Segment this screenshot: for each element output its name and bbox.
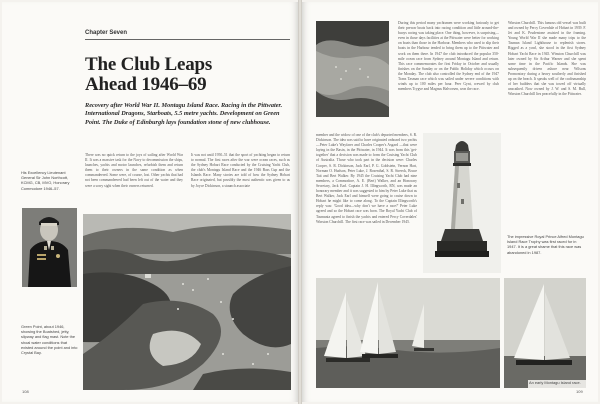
title-line-1: The Club Leaps (85, 54, 213, 75)
sailing-photo (316, 278, 500, 388)
chapter-label: Chapter Seven (85, 30, 128, 36)
aerial-harbour-view-icon (83, 214, 291, 390)
naval-officer-portrait-icon (22, 208, 77, 287)
trophy-caption: The impressive Royal Prince Alfred Montagu Island Race Trophy was first raced for in 1947. It is a great shame that this race was abandoned in 1987. (507, 234, 584, 255)
yacht-photo (504, 278, 586, 388)
body-column-1: There was no quick return to the joys of sailing after World War II. It was a massive task for the Navy to decommission the ships, launches, yachts and motor launches, refurbish them and return them to their owners in the same condition as when commandeered. Some were, of course, lost. Other yachts that had not been commandeered had been left out of the water and they were a sorry sight when their owners returned. (85, 153, 183, 188)
chapter-subtitle: Recovery after World War II. Montagu Island Race. Racing in the Pittwater. International Dragons, Starboats, 5.5 metre yachts. Development on Green Point. The Duke of Edinburgh lays foundation stone of new clubhouse. (85, 102, 283, 126)
harbour-photo (316, 21, 389, 117)
body-top-column: During this period many yachtsmen were working furiously to get their prewar boats back into racing condition and little around-the-buoys racing was taking place. One thing, however, is surprising—even in those days facilities at the Pittwater were better for working on boats than those in the Harbour. Members who used to slip their boats in the Harbour tended to bring them up to the Pittwater and work on them there. In 1947 the club introduced the popular 350-mile ocean race from Sydney around Montagu Island and return. This race commemorates the first Friday in October and usually finishes on the Sunday or on the Public Holiday which occurs on the Monday. The club also controlled the Sydney end of the 1947 Trans Tasman race which was sailed under severe conditions with winds up to 100 miles per hour. Peer Gynt, crewed by club members Trygve and Magnus Halvorsen, won the race. (398, 21, 499, 92)
body-column-2: It was not until 1950–51 that the sport of yachting began to return to normal. The first races after the war were ocean races, such as the Sydney Hobart Race conducted by the Cruising Yacht Club, the club's Montagu Island Race and the 1946 Bass Cup and the Islands Race. Many stories are told of how the Sydney Hobart Race originated, but possibly the most authentic was given to us by Joyce Dickinson, a staunch associate (191, 153, 290, 188)
portrait-caption-text: His Excellency Lieutenant General Sir John Northcott, KCMG, CB, MVO, Honorary Commodore 1946–57. (21, 170, 70, 191)
title-line-2: Ahead 1946–69 (85, 74, 207, 95)
body-mid-column: member and the widow of one of the club's departed members, S. R. Dickinson. The idea was said to have originated onboard two yachts—Peter Luke's Wayfarer and Charles Cooper's Asgard —that were laying in the Basin, in the Pittwater, in 1944. It was from this 'get-together' that a decision was made to form the Cruising Yacht Club of Australia. Those who took part in the decision were: Charles Cooper, S. R. Dickinson, Jack Earl, P. G. Goldstein, Vernon Hart, Norman O. Hudson, Peter Luke, J. Rosenthal, S. R. Streeck, Bruce Tait and Bert Walker. By 1945 the Cruising Yacht Club had nine members, a Commodore, A. E. (Bert) Walker, and an Honorary Secretary, Jack Earl. Captain J. H. Illingworth, RN, was made an honorary member and it was suggested to him by Peter Luke that as Bert Walker, Jack Earl and himself were going to cruise down to Hobart he might like to come along. To the Captain Illingworth's reply was: 'Good idea—why don't we have a race?' Peter Luke agreed and so the Hobart race was born. The Royal Yacht Club of Tasmania agreed to finish the yachts and entered Percy Coverdales' Winston Churchill. The first race was sailed in December 1945. (316, 133, 417, 224)
yacht-sail-icon (504, 278, 586, 388)
portrait-photo (22, 208, 77, 287)
yachts-racing-icon (316, 278, 500, 388)
body-right-column: Winston Churchill. This famous old vessel was built and owned by Percy Coverdale of Hobart in 1939. F. Jet and K. Prudentone assisted in the framing. Young World War II she made many trips to the Tasman Island Lighthouse to replenish stores. Rigged as a yawl, she stood in the first Sydney Hobart Yacht Race in 1945. Winston Churchill was later owned by Sir Arthur Warner and she spent some time in the Pacific Islands. She was subsequently driven ashore near Wilsons Promontory during a heavy southerly and finished up on the beach. It speaks well of the craftsmanship of her builders that she was towed off virtually unscathed. Now owned by J. W. and S. M. Bull, Winston Churchill lies peacefully in the Pittwater. (508, 21, 586, 97)
chapter-title (85, 55, 212, 95)
aerial-photo (83, 214, 291, 390)
page-number-left: 108 (22, 389, 29, 394)
page-number-right: 109 (576, 389, 583, 394)
trophy-photo (423, 133, 501, 273)
lighthouse-trophy-icon (423, 133, 501, 273)
right-page (302, 2, 598, 402)
chapter-rule (85, 39, 290, 40)
boat-caption: An early Montagu Island race. (528, 380, 586, 390)
aerial-caption: Green Point, about 1946, showing the Boatshed, jetty, slipway and flag mast. Note the shoal water conditions that existed around the point and into Crystal Bay. (21, 324, 78, 356)
left-page (2, 2, 298, 402)
harbour-aerial-icon (316, 21, 389, 117)
